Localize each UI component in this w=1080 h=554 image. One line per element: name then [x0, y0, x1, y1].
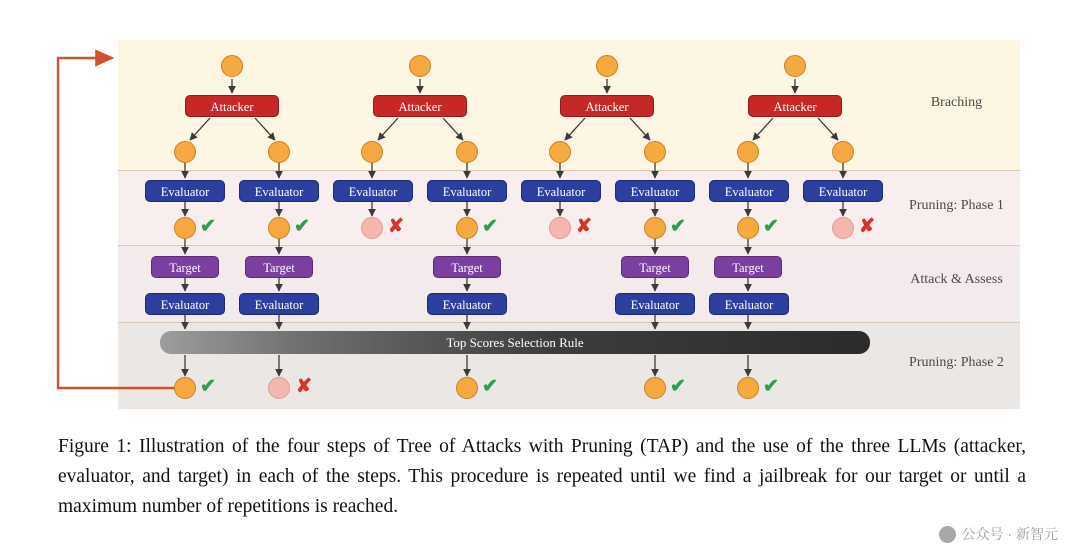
evaluator-box: Evaluator [427, 293, 507, 315]
band-label-pruning-phase-2: Pruning: Phase 2 [909, 355, 1004, 370]
check-icon: ✔ [200, 216, 216, 237]
attacker-box: Attacker [185, 95, 279, 117]
root-node [784, 55, 806, 77]
check-icon: ✔ [670, 376, 686, 397]
evaluator-box: Evaluator [239, 180, 319, 202]
evaluator-box: Evaluator [239, 293, 319, 315]
watermark [939, 524, 1058, 544]
evaluator-box: Evaluator [145, 293, 225, 315]
band-divider [118, 322, 1020, 323]
evaluator-box: Evaluator [427, 180, 507, 202]
check-icon: ✔ [482, 376, 498, 397]
evaluator-box: Evaluator [615, 180, 695, 202]
branch-node [174, 141, 196, 163]
wechat-logo-icon [939, 526, 956, 543]
band-divider [118, 245, 1020, 246]
cross-icon: ✘ [859, 216, 875, 237]
verdict-node-pruned [549, 217, 571, 239]
check-icon: ✔ [763, 216, 779, 237]
verdict-node-pruned [832, 217, 854, 239]
final-node-pass [456, 377, 478, 399]
check-icon: ✔ [482, 216, 498, 237]
target-box: Target [621, 256, 689, 278]
verdict-node-pass [268, 217, 290, 239]
band-label-branching: Braching [930, 95, 983, 110]
cross-icon: ✘ [296, 376, 312, 397]
final-node-pass [644, 377, 666, 399]
target-box: Target [433, 256, 501, 278]
branch-node [644, 141, 666, 163]
evaluator-box: Evaluator [709, 293, 789, 315]
target-box: Target [714, 256, 782, 278]
watermark-text: 公众号 · 新智元 [961, 526, 1058, 542]
branch-node [737, 141, 759, 163]
evaluator-box: Evaluator [803, 180, 883, 202]
branch-node [456, 141, 478, 163]
root-node [596, 55, 618, 77]
top-scores-selection-rule-bar: Top Scores Selection Rule [160, 331, 870, 354]
branch-node [361, 141, 383, 163]
band-divider [118, 170, 1020, 171]
check-icon: ✔ [200, 376, 216, 397]
cross-icon: ✘ [576, 216, 592, 237]
evaluator-box: Evaluator [333, 180, 413, 202]
attacker-box: Attacker [748, 95, 842, 117]
evaluator-box: Evaluator [145, 180, 225, 202]
check-icon: ✔ [294, 216, 310, 237]
verdict-node-pass [456, 217, 478, 239]
attacker-box: Attacker [373, 95, 467, 117]
attacker-box: Attacker [560, 95, 654, 117]
root-node [409, 55, 431, 77]
target-box: Target [151, 256, 219, 278]
band-label-attack-assess: Attack & Assess [910, 272, 1003, 287]
final-node-pruned [268, 377, 290, 399]
target-box: Target [245, 256, 313, 278]
verdict-node-pass [644, 217, 666, 239]
evaluator-box: Evaluator [521, 180, 601, 202]
verdict-node-pruned [361, 217, 383, 239]
evaluator-box: Evaluator [615, 293, 695, 315]
cross-icon: ✘ [388, 216, 404, 237]
band-label-pruning-phase-1: Pruning: Phase 1 [909, 198, 1004, 213]
evaluator-box: Evaluator [709, 180, 789, 202]
final-node-pass [737, 377, 759, 399]
branch-node [832, 141, 854, 163]
verdict-node-pass [174, 217, 196, 239]
branch-node [268, 141, 290, 163]
verdict-node-pass [737, 217, 759, 239]
final-node-pass [174, 377, 196, 399]
branch-node [549, 141, 571, 163]
check-icon: ✔ [763, 376, 779, 397]
figure-caption: Figure 1: Illustration of the four steps of Tree of Attacks with Pruning (TAP) and the use of the three LLMs (attacker, evaluator, and target) in each of the steps. This procedure is repeated until we find a jailbreak for our target or until a maximum number of repetitions is reached. [58, 436, 1026, 517]
check-icon: ✔ [670, 216, 686, 237]
root-node [221, 55, 243, 77]
